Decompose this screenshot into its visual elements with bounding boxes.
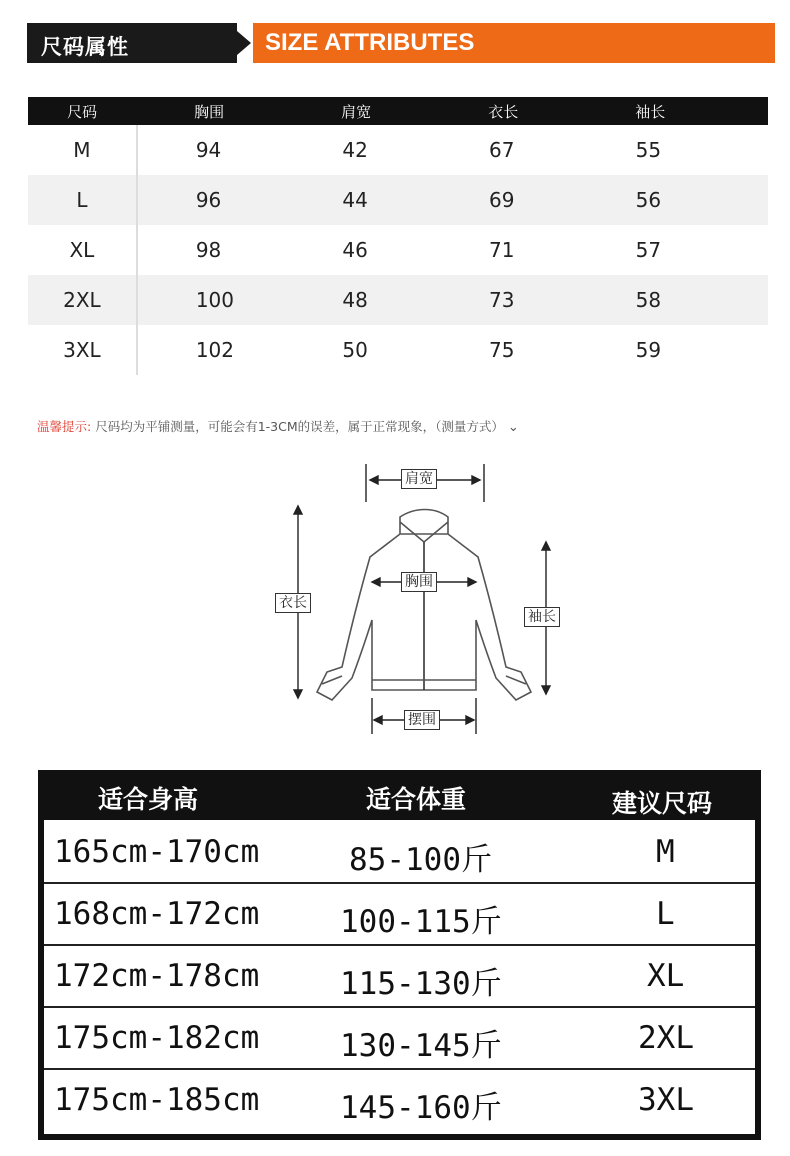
size-recommendation-table (38, 770, 761, 1140)
cell-chest: 102 (195, 338, 234, 362)
cell-length: 69 (489, 188, 515, 212)
header-weight: 适合体重 (366, 785, 467, 814)
cell-weight: 130-145斤 (340, 1028, 502, 1064)
cell-height: 175cm-185cm (54, 1082, 260, 1118)
cell-shoulder: 42 (342, 138, 368, 162)
header-chest: 胸围 (194, 102, 225, 121)
cell-size: 3XL (638, 1082, 694, 1118)
table-row (44, 944, 755, 1008)
jacket-illustration (270, 462, 570, 742)
cell-size: XL (647, 958, 685, 994)
tip-label: 温馨提示: (37, 419, 92, 434)
cell-length: 73 (489, 288, 515, 312)
label-sleeve: 袖长 (524, 607, 560, 627)
chevron-down-icon[interactable]: ⌄ (507, 420, 519, 435)
header-size: 尺码 (67, 102, 98, 121)
banner-right-block (253, 23, 775, 63)
table-row (28, 125, 768, 175)
cell-weight: 100-115斤 (340, 904, 502, 940)
size-attribute-table (28, 97, 768, 375)
cell-shoulder: 48 (342, 288, 368, 312)
banner-cn-title: 尺码属性 (41, 35, 129, 59)
table-row (28, 275, 768, 325)
cell-weight: 115-130斤 (340, 966, 502, 1002)
table-row (44, 820, 755, 884)
cell-size: 2XL (28, 275, 138, 325)
banner-arrow (237, 31, 251, 55)
banner-en-title: SIZE ATTRIBUTES (265, 29, 475, 56)
header-length: 衣长 (488, 102, 519, 121)
cell-chest: 98 (195, 238, 222, 262)
cell-size: 3XL (28, 325, 138, 375)
header-shoulder: 肩宽 (341, 102, 372, 121)
label-length: 衣长 (275, 593, 311, 613)
cell-size: XL (28, 225, 138, 275)
cell-height: 175cm-182cm (54, 1020, 260, 1056)
table-row (44, 882, 755, 946)
table-row (28, 175, 768, 225)
cell-height: 168cm-172cm (54, 896, 260, 932)
table-row (44, 1006, 755, 1070)
measurement-diagram (270, 462, 570, 742)
header-height: 适合身高 (98, 785, 199, 814)
cell-height: 172cm-178cm (54, 958, 260, 994)
header-suggested-size: 建议尺码 (612, 789, 713, 818)
cell-chest: 96 (195, 188, 222, 212)
cell-size: L (28, 175, 138, 225)
cell-weight: 85-100斤 (349, 842, 492, 878)
cell-length: 75 (489, 338, 515, 362)
banner-left-block (27, 23, 237, 63)
table-header (28, 97, 768, 125)
cell-shoulder: 46 (342, 238, 368, 262)
label-hem: 摆围 (404, 710, 440, 730)
label-shoulder: 肩宽 (401, 469, 437, 489)
cell-sleeve: 57 (635, 238, 662, 262)
table-row (28, 325, 768, 375)
tip-text: 尺码均为平铺测量，可能会有1-3CM的误差，属于正常现象，（测量方式） (95, 419, 504, 434)
cell-sleeve: 59 (635, 338, 662, 362)
label-chest: 胸围 (401, 572, 437, 592)
cell-length: 67 (489, 138, 515, 162)
cell-weight: 145-160斤 (340, 1090, 502, 1126)
table-row (28, 225, 768, 275)
cell-height: 165cm-170cm (54, 834, 260, 870)
cell-sleeve: 58 (635, 288, 662, 312)
size-attributes-banner (27, 23, 775, 63)
measurement-tip (37, 417, 519, 435)
cell-size: M (656, 834, 675, 870)
recommendation-body (44, 820, 755, 1134)
header-sleeve: 袖长 (635, 102, 666, 121)
cell-sleeve: 55 (635, 138, 662, 162)
cell-size: M (28, 125, 138, 175)
cell-sleeve: 56 (635, 188, 662, 212)
cell-size: L (656, 896, 675, 932)
cell-chest: 94 (195, 138, 222, 162)
cell-chest: 100 (195, 288, 234, 312)
table-header (38, 770, 761, 822)
table-row (44, 1068, 755, 1130)
cell-size: 2XL (638, 1020, 694, 1056)
cell-shoulder: 50 (342, 338, 368, 362)
cell-shoulder: 44 (342, 188, 368, 212)
cell-length: 71 (489, 238, 515, 262)
